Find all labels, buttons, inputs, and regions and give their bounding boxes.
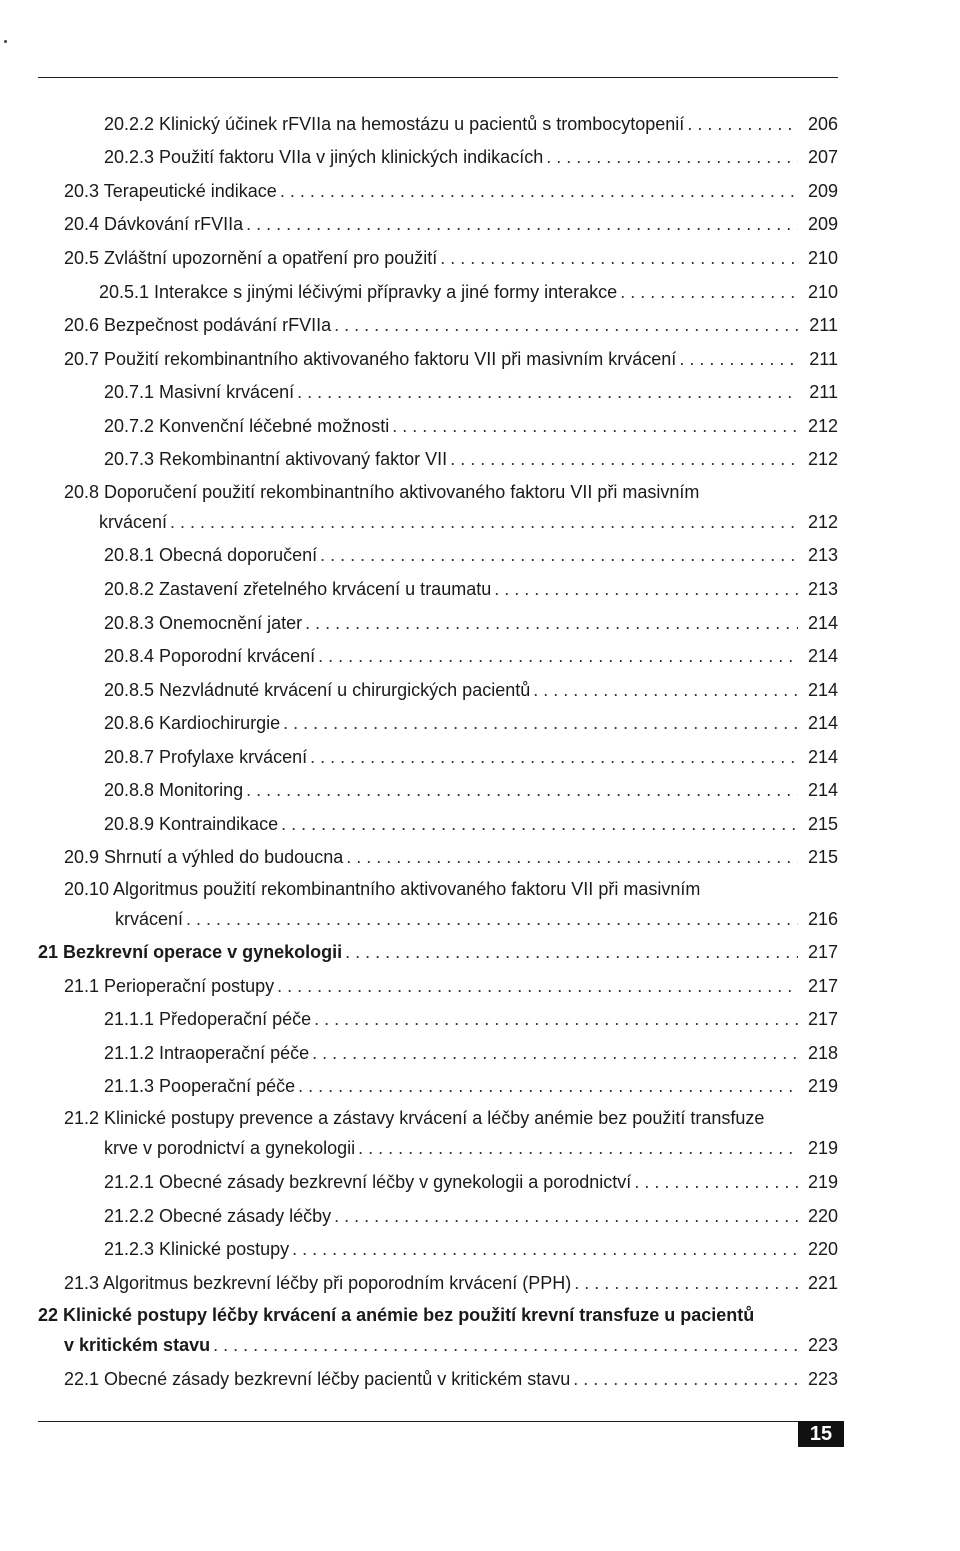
leader-dots [620,281,798,303]
toc-entry-label: 20.5.1 Interakce s jinými léčivými přípravky a jiné formy interakce [99,282,618,302]
leader-dots [280,180,798,202]
toc-entry-label: 20.7 Použití rekombinantního aktivovaného faktoru VII při masivním krvácení [64,349,677,369]
toc-entry-page: 217 [807,1009,838,1029]
toc-entry-label: 20.2.3 Použití faktoru VIIa v jiných klinických indikacích [104,147,544,167]
leader-dots [213,1334,798,1356]
toc-entry-label: 20.8.8 Monitoring [104,780,244,800]
toc-entry-page: 221 [807,1273,838,1293]
toc-entry-label: 20.4 Dávkování rFVIIa [64,214,244,234]
toc-entry-page: 212 [807,416,838,436]
toc-entry-label: 20.8.1 Obecná doporučení [104,545,318,565]
toc-entry-page: 216 [807,909,838,929]
leader-dots [494,578,798,600]
toc-entry-label-line1: 21.2 Klinické postupy prevence a zástavy krvácení a léčby anémie bez použití transfuze [64,1108,765,1128]
leader-dots [440,247,798,269]
toc-entry-page: 211 [809,349,838,369]
toc-entry-page: 215 [807,814,838,834]
toc-entry-label: 20.8.6 Kardiochirurgie [104,713,281,733]
leader-dots [292,1238,798,1260]
toc-entry-page: 207 [807,147,838,167]
leader-dots [346,846,798,868]
toc-entry-label: 21.2.1 Obecné zásady bezkrevní léčby v gynekologii a porodnictví [104,1172,632,1192]
leader-dots [310,746,798,768]
toc-entry-page: 223 [807,1335,838,1355]
toc-entry-label: 20.7.1 Masivní krvácení [104,382,295,402]
toc-entry-page: 209 [807,214,838,234]
toc-entry-page: 219 [807,1076,838,1096]
toc-entry-page: 206 [807,114,838,134]
toc-entry-label: 21.1.1 Předoperační péče [104,1009,312,1029]
leader-dots [450,448,798,470]
toc-entry-label: v kritickém stavu [64,1335,211,1355]
toc-entry-label: 21.1 Perioperační postupy [64,976,275,996]
toc-entry-page: 218 [807,1043,838,1063]
toc-entry-page: 214 [807,613,838,633]
toc-entry-label: 20.5 Zvláštní upozornění a opatření pro použití [64,248,438,268]
toc-entry-label: 21.1.2 Intraoperační péče [104,1043,310,1063]
leader-dots [334,1205,798,1227]
toc-entry-label: 20.8.2 Zastavení zřetelného krvácení u traumatu [104,579,492,599]
toc-entry-label: 21.2.2 Obecné zásady léčby [104,1206,332,1226]
toc-entry-page: 214 [807,713,838,733]
toc-entry-page: 219 [807,1172,838,1192]
leader-dots [186,908,798,930]
toc-entry-label: 20.7.2 Konvenční léčebné možnosti [104,416,390,436]
toc-entry-label: 20.8.7 Profylaxe krvácení [104,747,308,767]
leader-dots [320,544,798,566]
leader-dots [305,612,798,634]
leader-dots [298,1075,798,1097]
leader-dots [634,1171,798,1193]
leader-dots [392,415,798,437]
toc-entry-page: 220 [807,1239,838,1259]
toc-entry-page: 214 [807,646,838,666]
leader-dots [318,645,798,667]
leader-dots [345,941,798,963]
toc-entry-page: 219 [807,1138,838,1158]
leader-dots [312,1042,798,1064]
leader-dots [297,381,798,403]
leader-dots [334,314,798,336]
toc-entry-label: 20.8.9 Kontraindikace [104,814,279,834]
toc-entry-label: 20.6 Bezpečnost podávání rFVIIa [64,315,332,335]
toc-entry-page: 220 [807,1206,838,1226]
bottom-rule [38,1421,838,1422]
toc-entry-label: 22.1 Obecné zásady bezkrevní léčby pacientů v kritickém stavu [64,1369,571,1389]
leader-dots [687,113,798,135]
leader-dots [246,213,798,235]
leader-dots [573,1368,798,1390]
toc-entry-page: 212 [807,449,838,469]
toc-entry-page: 213 [807,545,838,565]
toc-entry-label: 20.2.2 Klinický účinek rFVIIa na hemostázu u pacientů s trombocytopenií [104,114,685,134]
toc-entry-label: krvácení [99,512,168,532]
toc-entry-page: 214 [807,680,838,700]
toc-entry-label: krve v porodnictví a gynekologii [104,1138,356,1158]
toc-entry-page: 214 [807,747,838,767]
toc-entry-label: 20.7.3 Rekombinantní aktivovaný faktor VII [104,449,448,469]
toc-entry-label: krvácení [115,909,184,929]
toc-entry-page: 210 [807,248,838,268]
toc-entry-label-line1: 20.8 Doporučení použití rekombinantního aktivovaného faktoru VII při masivním [64,482,700,502]
leader-dots [277,975,798,997]
toc-entry-page: 217 [807,976,838,996]
toc-entry-label: 21.2.3 Klinické postupy [104,1239,290,1259]
toc-entry-page: 209 [807,181,838,201]
toc-entry-label: 21.3 Algoritmus bezkrevní léčby při poporodním krvácení (PPH) [64,1273,572,1293]
toc-entry-label: 20.8.5 Nezvládnuté krvácení u chirurgických pacientů [104,680,531,700]
toc-entry-page: 214 [807,780,838,800]
toc-entry-label: 20.3 Terapeutické indikace [64,181,277,201]
toc-entry-page: 210 [807,282,838,302]
toc-entry-page: 211 [809,382,838,402]
top-rule [38,77,838,78]
toc-entry-label: 20.8.4 Poporodní krvácení [104,646,316,666]
toc-entry-page: 211 [809,315,838,335]
toc-entry-label-line1: 22 Klinické postupy léčby krvácení a anémie bez použití krevní transfuze u pacientů [38,1305,755,1325]
leader-dots [574,1272,798,1294]
leader-dots [170,511,798,533]
toc-entry-label: 20.8.3 Onemocnění jater [104,613,303,633]
toc-entry-page: 215 [807,847,838,867]
leader-dots [679,348,798,370]
page-number: 15 [798,1421,844,1447]
toc-entry-label-line1: 20.10 Algoritmus použití rekombinantního aktivovaného faktoru VII při masivním [64,879,701,899]
toc-entry-page: 223 [807,1369,838,1389]
toc-entry-page: 212 [807,512,838,532]
toc-entry-label: 21.1.3 Pooperační péče [104,1076,296,1096]
corner-mark [4,40,7,43]
leader-dots [546,146,798,168]
leader-dots [533,679,798,701]
toc-entry-page: 213 [807,579,838,599]
leader-dots [358,1137,798,1159]
toc-entry-page: 217 [807,942,838,962]
leader-dots [281,813,798,835]
leader-dots [246,779,798,801]
leader-dots [283,712,798,734]
toc-entry-label: 21 Bezkrevní operace v gynekologii [38,942,343,962]
toc-entry-label: 20.9 Shrnutí a výhled do budoucna [64,847,344,867]
leader-dots [314,1008,798,1030]
